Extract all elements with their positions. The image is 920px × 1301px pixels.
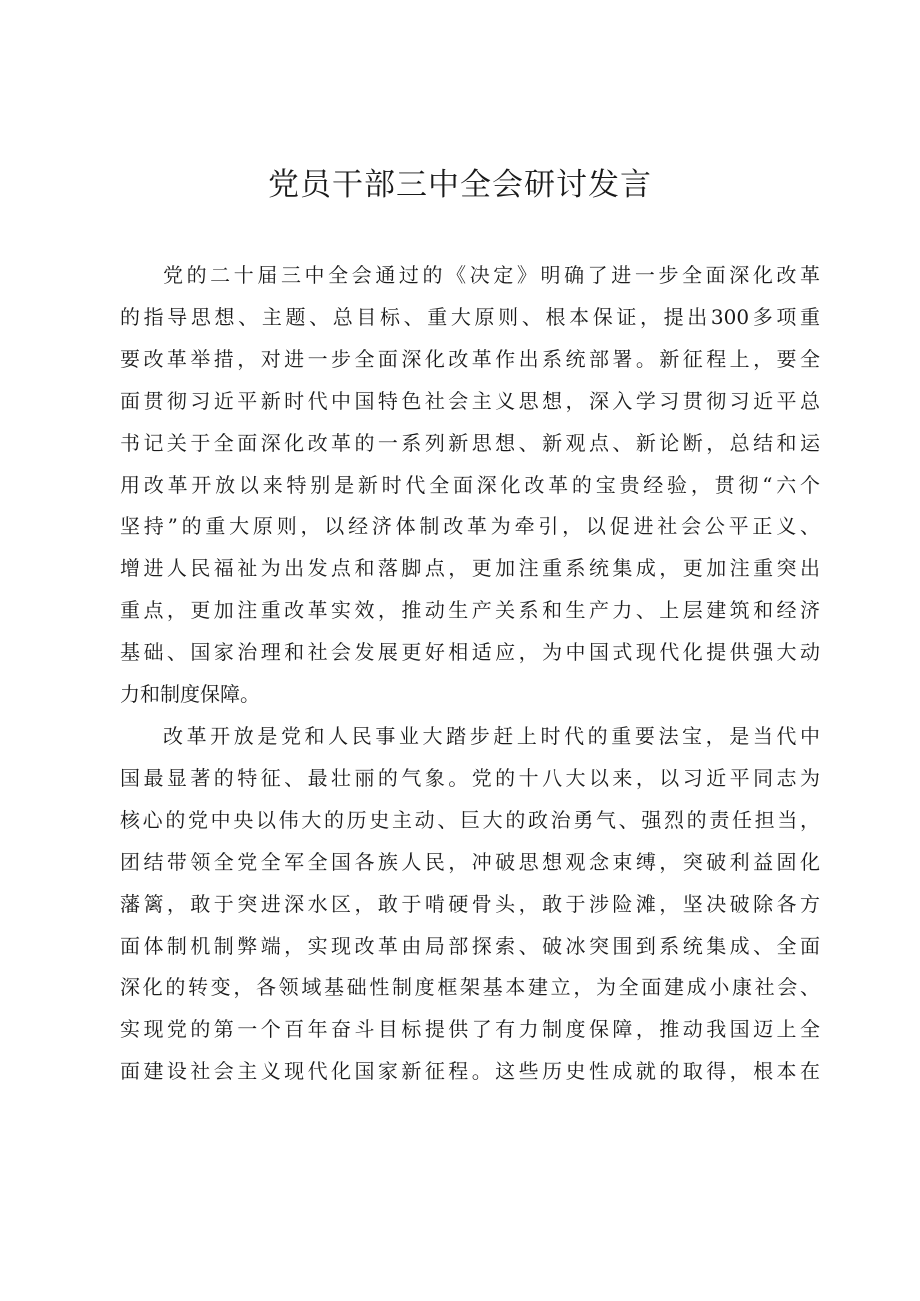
text-line: 要改革举措，对进一步全面深化改革作出系统部署。新征程上，要全	[120, 346, 820, 371]
text-line: 面贯彻习近平新时代中国特色社会主义思想，深入学习贯彻习近平总	[120, 388, 820, 413]
text-line: 核心的党中央以伟大的历史主动、巨大的政治勇气、强烈的责任担当，	[120, 807, 820, 832]
text-line: 实现党的第一个百年奋斗目标提供了有力制度保障，推动我国迈上全	[120, 1017, 820, 1042]
text-line: 党的二十届三中全会通过的《决定》明确了进一步全面深化改革	[163, 263, 820, 287]
text-line: 书记关于全面深化改革的一系列新思想、新观点、新论断，总结和运	[120, 430, 820, 455]
text-line: 坚持”的重大原则，以经济体制改革为牵引，以促进社会公平正义、	[120, 514, 820, 539]
text-line: 增进人民福祉为出发点和落脚点，更加注重系统集成，更加注重突出	[120, 556, 820, 581]
text-line: 藩篱，敢于突进深水区，敢于啃硬骨头，敢于涉险滩，坚决破除各方	[120, 891, 820, 916]
paragraph	[120, 716, 820, 1093]
document-title: 党员干部三中全会研讨发言	[268, 167, 652, 203]
text-line: 团结带领全党全军全国各族人民，冲破思想观念束缚，突破利益固化	[120, 849, 820, 874]
text-line: 重点，更加注重改革实效，推动生产关系和生产力、上层建筑和经济	[120, 598, 820, 623]
text-line: 改革开放是党和人民事业大踏步赶上时代的重要法宝，是当代中	[163, 723, 820, 748]
paragraph	[120, 255, 820, 716]
text-line: 的指导思想、主题、总目标、重大原则、根本保证，提出300多项重	[120, 304, 820, 329]
text-line: 面建设社会主义现代化国家新征程。这些历史性成就的取得，根本在	[120, 1059, 820, 1084]
text-line: 基础、国家治理和社会发展更好相适应，为中国式现代化提供强大动	[120, 640, 820, 665]
text-line: 面体制机制弊端，实现改革由局部探索、破冰突围到系统集成、全面	[120, 933, 820, 958]
text-line: 深化的转变，各领域基础性制度框架基本建立，为全面建成小康社会、	[120, 975, 820, 1000]
text-line: 力和制度保障。	[120, 682, 260, 707]
text-line: 用改革开放以来特别是新时代全面深化改革的宝贵经验，贯彻“六个	[120, 472, 820, 497]
text-line: 国最显著的特征、最壮丽的气象。党的十八大以来，以习近平同志为	[120, 765, 820, 790]
document-body	[120, 255, 820, 1093]
